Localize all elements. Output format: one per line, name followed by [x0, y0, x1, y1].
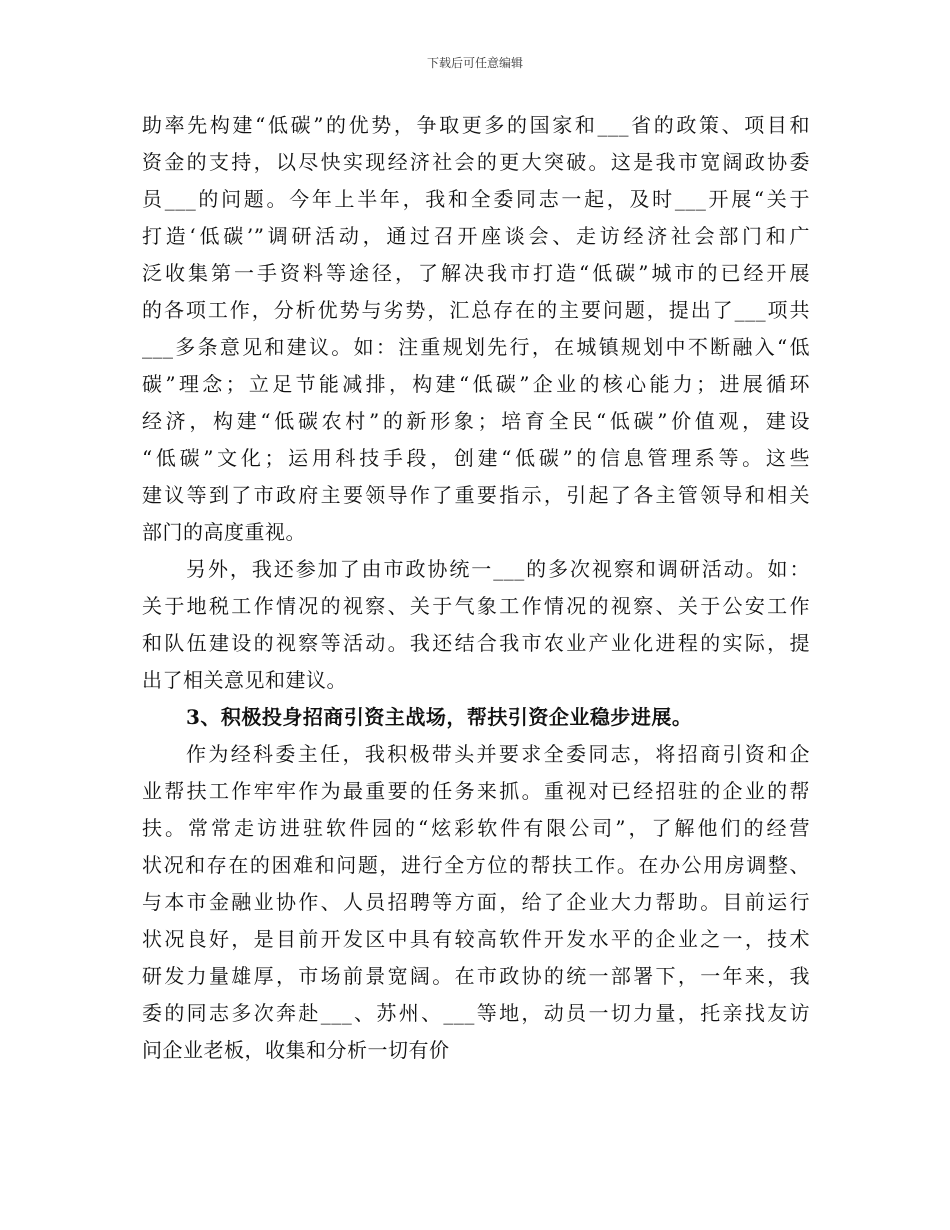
text-line: 部门的高度重视。: [142, 520, 306, 544]
text-line: 资金的支持，以尽快实现经济社会的更大突破。这是我市宽阔政协委: [142, 150, 810, 174]
text-line: 问企业老板，收集和分析一切有价: [142, 1038, 450, 1062]
text-line: 打造‘低碳’”调研活动，通过召开座谈会、走访经济社会部门和广: [142, 224, 810, 248]
text-line: 助率先构建“低碳”的优势，争取更多的国家和___省的政策、项目和: [142, 113, 810, 137]
text-line: 经济，构建“低碳农村”的新形象；培育全民“低碳”价值观，建设: [142, 409, 810, 433]
text-line: 研发力量雄厚，市场前景宽阔。在市政协的统一部署下，一年来，我: [142, 964, 810, 988]
text-line: 状况良好，是目前开发区中具有较高软件开发水平的企业之一，技术: [142, 927, 810, 951]
text-line: 委的同志多次奔赴___、苏州、___等地，动员一切力量，托亲找友访: [142, 1001, 810, 1025]
text-line: 出了相关意见和建议。: [142, 668, 347, 692]
text-line: 业帮扶工作牢牢作为最重要的任务来抓。重视对已经招驻的企业的帮: [142, 779, 810, 803]
section-heading: 3、积极投身招商引资主战场，帮扶引资企业稳步进展。: [186, 705, 693, 729]
text-line: 状况和存在的困难和问题，进行全方位的帮扶工作。在办公用房调整、: [142, 853, 810, 877]
text-line: 扶。常常走访进驻软件园的“炫彩软件有限公司”，了解他们的经营: [142, 816, 810, 840]
text-line: 另外，我还参加了由市政协统一___的多次视察和调研活动。如：: [186, 557, 810, 581]
text-line: 的各项工作，分析优势与劣势，汇总存在的主要问题，提出了___项共: [142, 298, 810, 322]
text-line: “低碳”文化；运用科技手段，创建“低碳”的信息管理系等。这些: [142, 446, 810, 470]
text-line: 泛收集第一手资料等途径，了解决我市打造“低碳”城市的已经开展: [142, 261, 810, 285]
text-line: 建议等到了市政府主要领导作了重要指示，引起了各主管领导和相关: [142, 483, 810, 507]
text-line: 碳”理念；立足节能减排，构建“低碳”企业的核心能力；进展循环: [142, 372, 810, 396]
text-line: 关于地税工作情况的视察、关于气象工作情况的视察、关于公安工作: [142, 594, 810, 618]
text-line: 与本市金融业协作、人员招聘等方面，给了企业大力帮助。目前运行: [142, 890, 810, 914]
document-body: [142, 107, 810, 1069]
text-line: 员___的问题。今年上半年，我和全委同志一起，及时___开展“关于: [142, 187, 810, 211]
text-line: 作为经科委主任，我积极带头并要求全委同志，将招商引资和企: [186, 742, 810, 766]
text-line: 和队伍建设的视察等活动。我还结合我市农业产业化进程的实际，提: [142, 631, 810, 655]
text-line: ___多条意见和建议。如：注重规划先行，在城镇规划中不断融入“低: [142, 335, 810, 359]
page-header: 下载后可任意编辑: [426, 56, 523, 70]
